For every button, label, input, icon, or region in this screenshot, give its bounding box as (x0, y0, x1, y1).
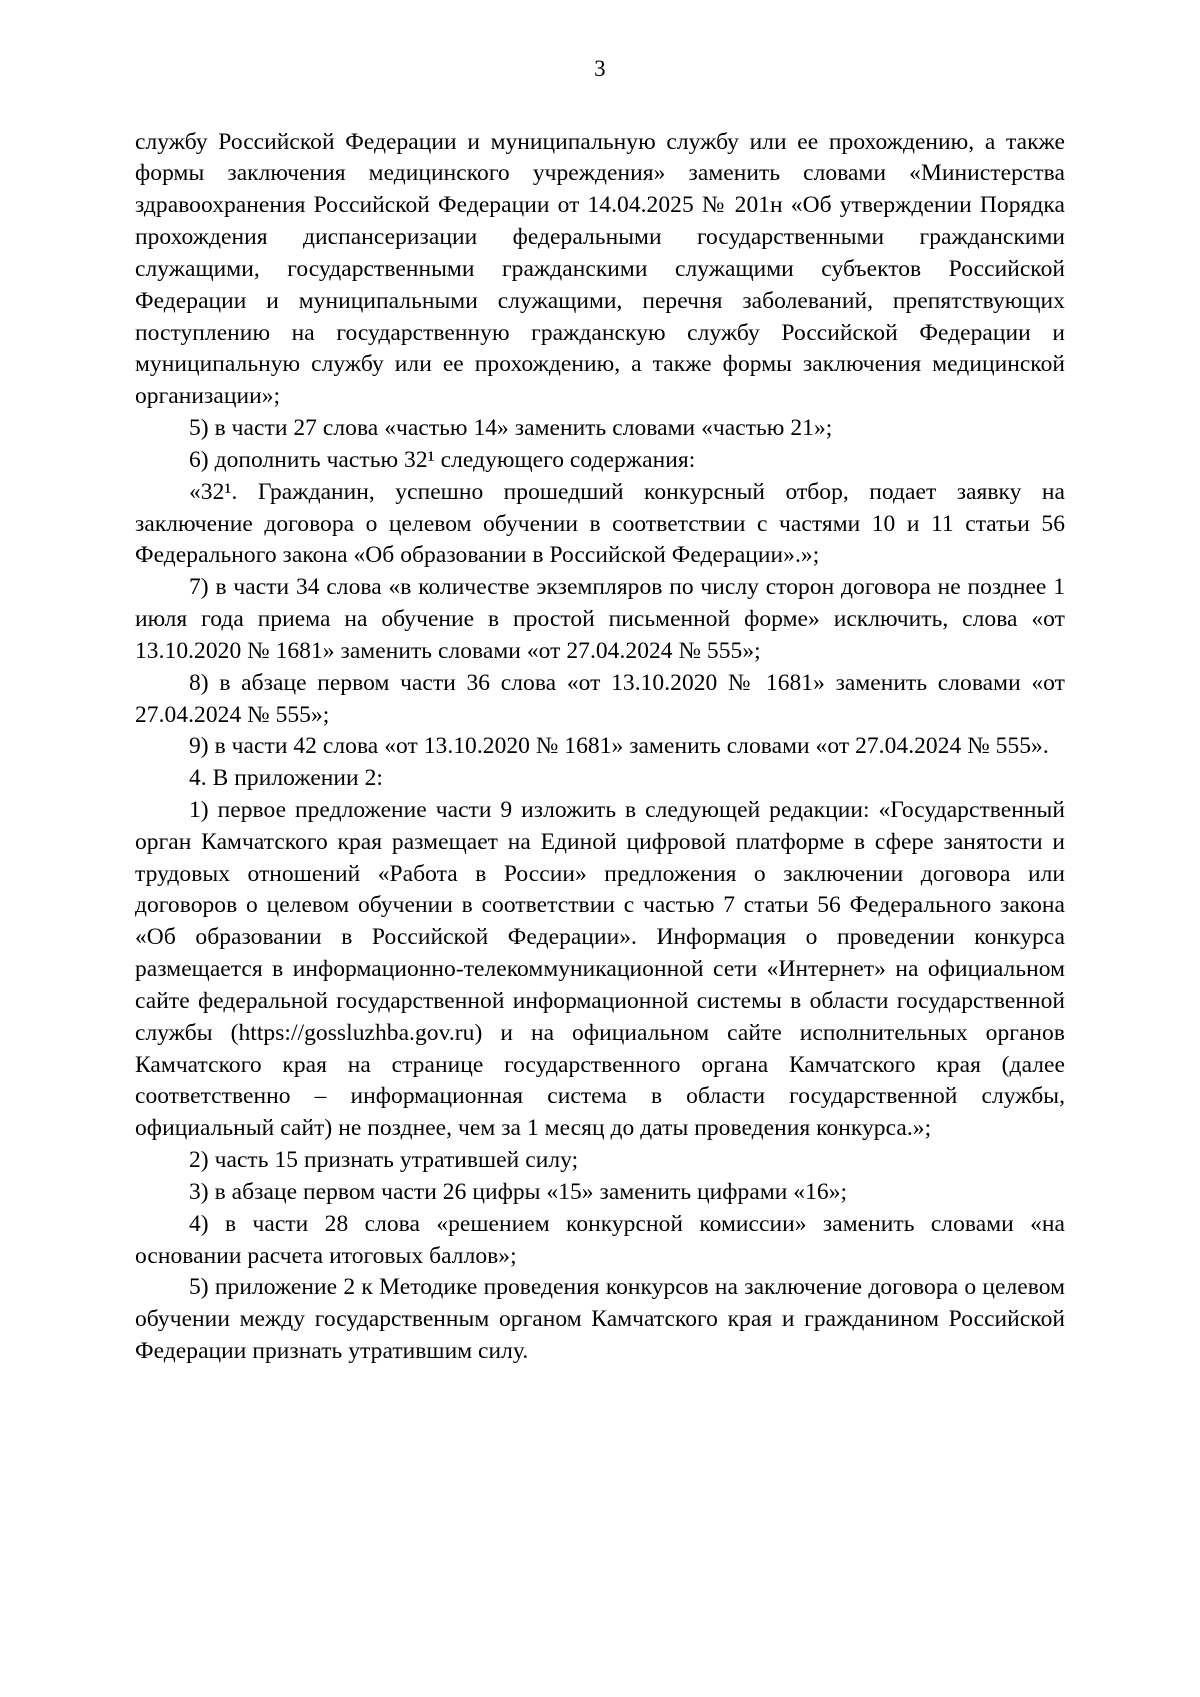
paragraph-6: 8) в абзаце первом части 36 слова «от 13.10.2020 № 1681» заменить словами «от 27.04.2024 № 555»; (135, 669, 1065, 728)
page-number: 3 (594, 56, 606, 81)
paragraph-3: 6) дополнить частью 32¹ следующего содержания: (189, 446, 696, 473)
paragraph-9: 1) первое предложение части 9 изложить в следующей редакции: «Государственный орган Камчатского края размещает на Единой цифровой платформе в сфере занятости и трудовых отношений «Работа в России» предложения о заключении договора или договоров о целевом обучении в соответствии с частью 7 статьи 56 Федерального закона «Об образовании в Российской Федерации». Информация о проведении конкурса размещается в информационно-телекоммуникационной сети «Интернет» на официальном сайте федеральной государственной информационной системы в области государственной службы (https://gossluzhba.gov.ru) и на официальном сайте исполнительных органов Камчатского края на странице государственного органа Камчатского края (далее соответственно – информационная система в области государственной службы, официальный сайт) не позднее, чем за 1 месяц до даты проведения конкурса.»; (135, 796, 1065, 1142)
paragraph-12: 4) в части 28 слова «решением конкурсной комиссии» заменить словами «на основании расчета итоговых баллов»; (135, 1210, 1065, 1269)
paragraph-4: «32¹. Гражданин, успешно прошедший конкурсный отбор, подает заявку на заключение договора о целевом обучении в соответствии с частями 10 и 11 статьи 56 Федерального закона «Об образовании в Российской Федерации».»; (135, 478, 1065, 569)
paragraph-2: 5) в части 27 слова «частью 14» заменить словами «частью 21»; (189, 415, 833, 442)
paragraph-10: 2) часть 15 признать утратившей силу; (189, 1147, 579, 1174)
paragraph-13: 5) приложение 2 к Методике проведения конкурсов на заключение договора о целевом обучении между государственным органом Камчатского края и гражданином Российской Федерации признать утратившим силу. (135, 1274, 1065, 1365)
paragraph-11: 3) в абзаце первом части 26 цифры «15» заменить цифрами «16»; (189, 1178, 848, 1205)
paragraph-5: 7) в части 34 слова «в количестве экземпляров по числу сторон договора не позднее 1 июля года приема на обучение в простой письменной форме» исключить, слова «от 13.10.2020 № 1681» заменить словами «от 27.04.2024 № 555»; (135, 574, 1065, 664)
document-body (135, 127, 1065, 1368)
paragraph-7: 9) в части 42 слова «от 13.10.2020 № 1681» заменить словами «от 27.04.2024 № 555». (189, 733, 1049, 760)
paragraph-8: 4. В приложении 2: (189, 765, 383, 792)
paragraph-1: службу Российской Федерации и муниципальную службу или ее прохождению, а также формы заключения медицинского учреждения» заменить словами «Министерства здравоохранения Российской Федерации от 14.04.2025 № 201н «Об утверждении Порядка прохождения диспансеризации федеральными государственными гражданскими служащими, государственными гражданскими служащими субъектов Российской Федерации и муниципальными служащими, перечня заболеваний, препятствующих поступлению на государственную гражданскую службу Российской Федерации и муниципальную службу или ее прохождению, а также формы заключения медицинской организации»; (135, 128, 1065, 410)
